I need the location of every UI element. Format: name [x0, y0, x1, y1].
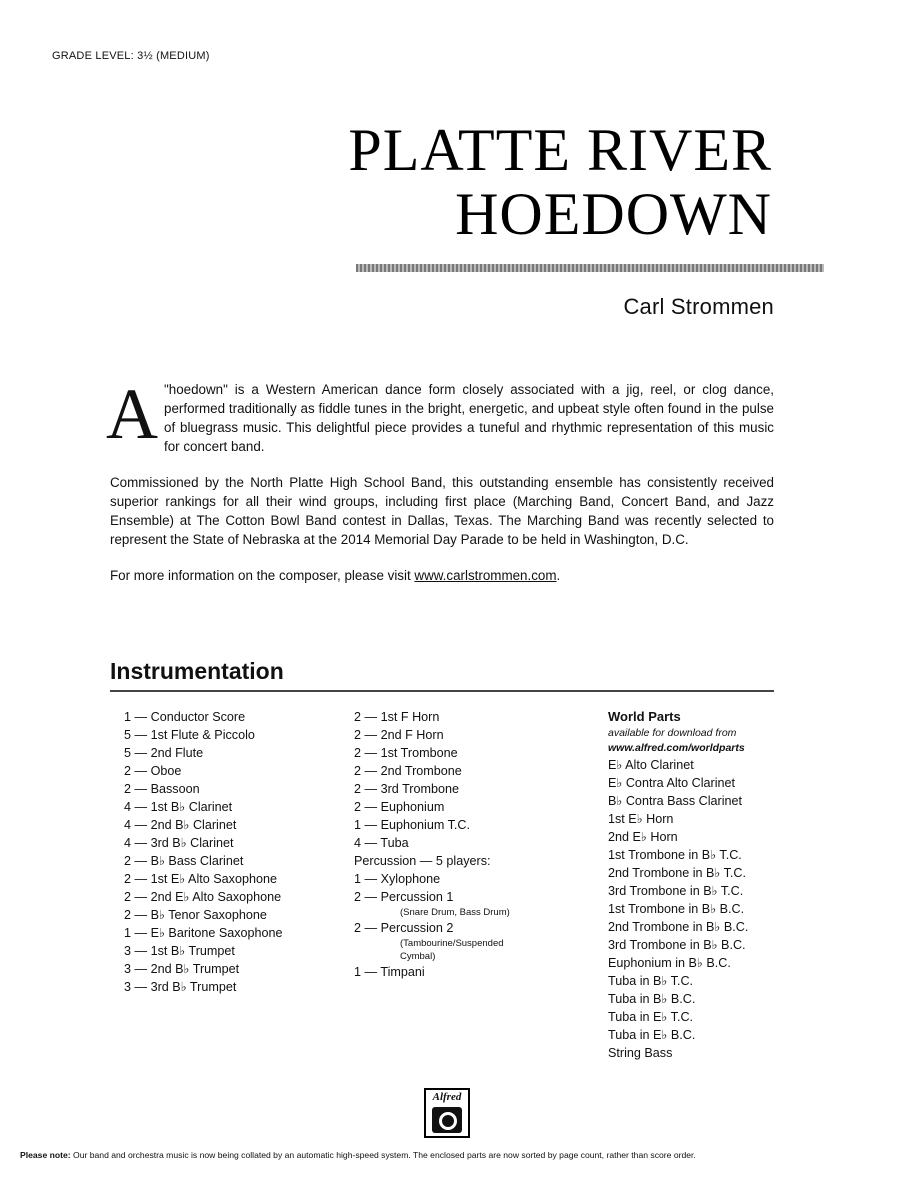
- world-part-item: Tuba in B♭ T.C.: [608, 974, 694, 988]
- world-parts-note: available for download from: [608, 727, 737, 739]
- instrument-item: 4 — 3rd B♭ Clarinet: [124, 836, 234, 850]
- title-line-1: PLATTE RIVER: [348, 117, 772, 183]
- world-parts-column: [608, 708, 748, 1062]
- alfred-logo-text: Alfred: [432, 1091, 462, 1103]
- instrument-item: 3 — 1st B♭ Trumpet: [124, 944, 235, 958]
- intro-paragraph-1: [106, 374, 774, 456]
- world-parts-url[interactable]: www.alfred.com/worldparts: [608, 742, 745, 754]
- instrument-item: 5 — 2nd Flute: [124, 746, 204, 760]
- instrument-item: 2 — Percussion 1: [354, 890, 454, 904]
- intro-paragraph-2: Commissioned by the North Platte High School Band, this outstanding ensemble has consistently received superior rankings for all their wind groups, including first place (Marching Band, Concert Band, and Jazz Ensemble) at The Cotton Bowl Band contest in Dallas, Texas. The Marching Band was recently selected to represent the State of Nebraska at the 2014 Memorial Day Parade to be held in Washington, D.C.: [110, 475, 774, 547]
- alfred-logo-mark-icon: [432, 1107, 462, 1133]
- instrument-item: 1 — Xylophone: [354, 872, 441, 886]
- instrument-item: 1 — Timpani: [354, 965, 425, 979]
- intro-paragraph-3: [110, 566, 774, 585]
- world-part-item: E♭ Contra Alto Clarinet: [608, 776, 736, 790]
- composer-website-link[interactable]: www.carlstrommen.com: [414, 568, 557, 583]
- footnote-label: Please note:: [20, 1150, 71, 1160]
- world-part-item: 3rd Trombone in B♭ B.C.: [608, 938, 746, 952]
- alfred-logo: [424, 1088, 470, 1138]
- world-part-item: 2nd Trombone in B♭ T.C.: [608, 866, 747, 880]
- world-part-item: B♭ Contra Bass Clarinet: [608, 794, 743, 808]
- instrumentation-heading: Instrumentation: [110, 658, 284, 684]
- world-part-item: 1st Trombone in B♭ T.C.: [608, 848, 742, 862]
- instrument-list-column-2: [354, 708, 510, 981]
- instrument-item: 2 — 2nd E♭ Alto Saxophone: [124, 890, 282, 904]
- instrument-item: 1 — Conductor Score: [124, 710, 246, 724]
- instrument-item: 4 — Tuba: [354, 836, 409, 850]
- footnote: [20, 1150, 696, 1160]
- intro-paragraph-3-suffix: .: [556, 568, 561, 583]
- instrument-item: 5 — 1st Flute & Piccolo: [124, 728, 255, 742]
- instrument-item: 1 — Euphonium T.C.: [354, 818, 470, 832]
- program-notes: [106, 374, 774, 602]
- instrument-item: 4 — 1st B♭ Clarinet: [124, 800, 233, 814]
- instrument-item: 2 — Euphonium: [354, 800, 445, 814]
- world-parts-title: World Parts: [608, 709, 681, 724]
- instrument-item: 3 — 3rd B♭ Trumpet: [124, 980, 237, 994]
- instrument-item: 1 — E♭ Baritone Saxophone: [124, 926, 283, 940]
- drop-cap: A: [106, 374, 158, 454]
- grade-level: GRADE LEVEL: 3½ (MEDIUM): [52, 50, 210, 62]
- instrument-item: 2 — 1st E♭ Alto Saxophone: [124, 872, 277, 886]
- instrument-item: 4 — 2nd B♭ Clarinet: [124, 818, 237, 832]
- instrument-item: 2 — 2nd Trombone: [354, 764, 462, 778]
- instrument-item: 2 — Bassoon: [124, 782, 200, 796]
- percussion-2-detail-line-1: (Tambourine/Suspended: [400, 938, 504, 949]
- instrument-list-column-1: [124, 708, 283, 996]
- instrument-item: 3 — 2nd B♭ Trumpet: [124, 962, 240, 976]
- instrumentation-divider: [110, 690, 774, 692]
- world-part-item: E♭ Alto Clarinet: [608, 758, 694, 772]
- intro-paragraph-1-text: "hoedown" is a Western American dance form closely associated with a jig, reel, or clog dance, performed traditionally as fiddle tunes in the bright, energetic, and upbeat style often found in the pulse of bluegrass music. This delightful piece provides a tuneful and rhythmic representation of this music for concert band.: [164, 382, 774, 454]
- world-part-item: 2nd Trombone in B♭ B.C.: [608, 920, 749, 934]
- footnote-text: Our band and orchestra music is now being collated by an automatic high-speed system. The enclosed parts are now sorted by page count, rather than score order.: [70, 1150, 696, 1160]
- instrument-item: 2 — 2nd F Horn: [354, 728, 444, 742]
- title-line-2: HOEDOWN: [455, 181, 772, 247]
- world-part-item: Tuba in B♭ B.C.: [608, 992, 696, 1006]
- world-part-item: 1st E♭ Horn: [608, 812, 674, 826]
- world-part-item: 3rd Trombone in B♭ T.C.: [608, 884, 744, 898]
- instrument-item: 2 — 3rd Trombone: [354, 782, 459, 796]
- percussion-2-detail-line-2: Cymbal): [400, 951, 436, 962]
- instrument-item: 2 — 1st Trombone: [354, 746, 458, 760]
- instrument-item: 2 — B♭ Bass Clarinet: [124, 854, 244, 868]
- world-part-item: 1st Trombone in B♭ B.C.: [608, 902, 745, 916]
- instrument-item: 2 — B♭ Tenor Saxophone: [124, 908, 267, 922]
- title-divider: [356, 264, 824, 272]
- instrument-item: 2 — Oboe: [124, 764, 182, 778]
- instrument-item: 2 — 1st F Horn: [354, 710, 440, 724]
- world-part-item: Tuba in E♭ T.C.: [608, 1010, 694, 1024]
- world-part-item: String Bass: [608, 1046, 673, 1060]
- world-part-item: Tuba in E♭ B.C.: [608, 1028, 696, 1042]
- instrument-item: 2 — Percussion 2: [354, 921, 454, 935]
- percussion-1-detail: (Snare Drum, Bass Drum): [400, 907, 510, 918]
- world-part-item: Euphonium in B♭ B.C.: [608, 956, 731, 970]
- composer-name: Carl Strommen: [623, 294, 774, 319]
- intro-paragraph-3-prefix: For more information on the composer, please visit: [110, 568, 415, 583]
- world-part-item: 2nd E♭ Horn: [608, 830, 678, 844]
- percussion-header: Percussion — 5 players:: [354, 854, 491, 868]
